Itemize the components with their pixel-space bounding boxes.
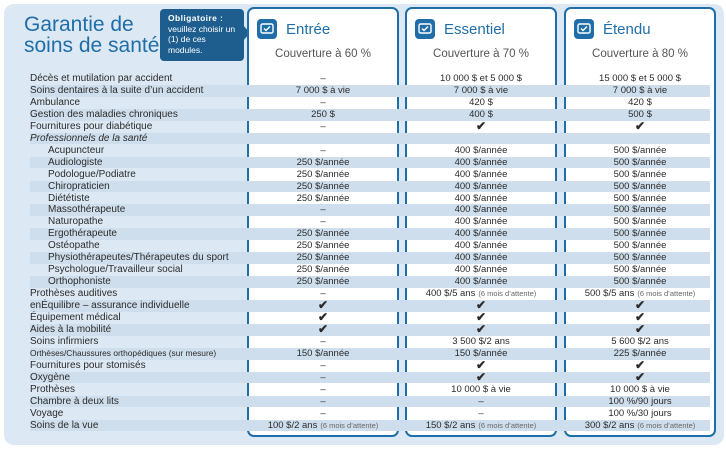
- cell-value: 400 $/année: [454, 168, 508, 180]
- row-label: Diététiste: [48, 192, 90, 204]
- table-row: [30, 384, 710, 396]
- cell-value: 7 000 $ à vie: [612, 84, 668, 96]
- cell-value: 400 $/année: [454, 240, 508, 252]
- cell-value: –: [320, 395, 326, 407]
- cell-value: 400 $/année: [454, 276, 508, 288]
- plan-value-cell: [407, 216, 555, 228]
- checkmark-icon: ✔: [475, 298, 487, 313]
- plan-value-cell: [407, 157, 555, 169]
- page-title: [24, 14, 164, 56]
- row-label: Ergothérapeute: [48, 228, 117, 240]
- row-label: Chiropraticien: [48, 180, 110, 192]
- cell-value: 500 $/année: [613, 168, 667, 180]
- cell-value: –: [320, 288, 326, 300]
- plan-value-cell: [566, 384, 714, 396]
- checkmark-icon: ✔: [475, 118, 487, 133]
- cell-value: 400 $/année: [454, 144, 508, 156]
- cell-value: 250 $/année: [296, 228, 350, 240]
- plan-value-cell: [249, 384, 397, 396]
- plan-header-etendu: [574, 18, 651, 40]
- cell-value: 500 $/année: [613, 204, 667, 216]
- table-row: [30, 276, 710, 288]
- row-label: Soins dentaires à la suite d’un accident: [30, 84, 204, 96]
- cell-value: –: [320, 383, 326, 395]
- plan-name: Essentiel: [444, 20, 505, 38]
- plan-value-cell: [249, 121, 397, 133]
- plan-value-cell: [566, 408, 714, 420]
- row-label: Audiologiste: [48, 156, 103, 168]
- checkmark-icon: ✔: [634, 369, 646, 384]
- table-row: [30, 420, 710, 432]
- checkmark-icon: ✔: [475, 357, 487, 372]
- plan-value-cell: [249, 360, 397, 372]
- cell-value: 5 600 $/2 ans: [611, 335, 669, 347]
- row-label: Orthèses/Chaussures orthopédiques (sur mesure): [30, 347, 217, 358]
- row-label: Acupuncteur: [48, 144, 105, 156]
- cell-value: 500 $/année: [613, 228, 667, 240]
- plan-value-cell: [566, 369, 714, 385]
- table-row: [30, 312, 710, 324]
- cell-value: 250 $/année: [296, 264, 350, 276]
- checkmark-icon: ✔: [317, 310, 329, 324]
- plan-header-entree: [257, 18, 330, 40]
- row-label: Chambre à deux lits: [30, 395, 119, 407]
- table-row: [30, 181, 710, 193]
- table-row: [30, 216, 710, 228]
- row-label: Massothérapeute: [48, 204, 126, 216]
- table-row: [30, 408, 710, 420]
- table-row: [30, 97, 710, 109]
- row-label: Aides à la mobilité: [30, 323, 112, 335]
- plan-value-cell: [566, 276, 714, 288]
- row-label: Orthophoniste: [48, 276, 111, 288]
- waiting-note: (6 mois d’attente): [637, 289, 696, 299]
- plan-value-cell: [249, 321, 397, 337]
- mandatory-body: veuillez choisir un (1) de ces modules.: [168, 23, 236, 55]
- row-label: Soins de la vue: [30, 419, 99, 431]
- cell-value: 500 $/année: [613, 192, 667, 204]
- cell-value: –: [320, 204, 326, 216]
- plan-value-cell: [566, 240, 714, 252]
- cell-value: 500 $/année: [613, 240, 667, 252]
- checkmark-icon: ✔: [634, 298, 646, 313]
- row-label: Prothèses auditives: [30, 288, 118, 300]
- cell-value: –: [320, 371, 326, 383]
- cell-value: 10 000 $ et 5 000 $: [440, 73, 522, 84]
- cell-value: 250 $/année: [296, 180, 350, 192]
- cell-value: 250 $/année: [296, 252, 350, 264]
- plan-value-cell: [566, 252, 714, 264]
- plan-value-cell: [407, 408, 555, 420]
- plan-value-cell: [566, 336, 714, 348]
- plan-value-cell: [249, 336, 397, 348]
- row-label: Podologue/Podiatre: [48, 168, 136, 180]
- plan-value-cell: [566, 216, 714, 228]
- table-row: [30, 321, 710, 336]
- plan-value-cell: [407, 145, 555, 157]
- cell-value: 400 $/année: [454, 204, 508, 216]
- row-label: Fournitures pour stomisés: [30, 359, 146, 371]
- cell-value: –: [320, 73, 326, 84]
- plan-value-cell: [407, 181, 555, 193]
- checkmark-icon: ✔: [634, 118, 646, 133]
- plan-value-cell: [407, 252, 555, 264]
- cell-value: 250 $/année: [296, 168, 350, 180]
- plan-header-essentiel: [415, 18, 505, 40]
- waiting-note: (6 mois d’attente): [478, 289, 537, 299]
- cell-value: 10 000 $ à vie: [451, 383, 511, 395]
- plan-value-cell: [566, 204, 714, 216]
- table-row: [30, 264, 710, 276]
- table-row: [30, 133, 710, 145]
- cell-value: 420 $: [628, 96, 652, 108]
- cell-value: 7 000 $ à vie: [295, 84, 351, 96]
- cell-value: 400 $/année: [454, 180, 508, 192]
- row-label: Gestion des maladies chroniques: [30, 108, 178, 120]
- cell-value: 400 $/5 ans: [425, 288, 476, 300]
- coverage-label: Couverture à 60 %: [275, 48, 371, 60]
- row-label: Ostéopathe: [48, 240, 100, 252]
- plan-value-cell: [249, 216, 397, 228]
- cell-value: 250 $/année: [296, 240, 350, 252]
- table-row: [30, 240, 710, 252]
- plan-value-cell: [407, 240, 555, 252]
- cell-value: 250 $/année: [296, 276, 350, 288]
- row-label: Prothèses: [30, 383, 76, 395]
- cell-value: 250 $/année: [296, 156, 350, 168]
- plan-value-cell: [249, 240, 397, 252]
- table-row: [30, 228, 710, 240]
- plan-value-cell: [249, 264, 397, 276]
- plan-value-cell: [566, 145, 714, 157]
- waiting-note: (6 mois d’attente): [320, 420, 379, 430]
- cell-value: 400 $/année: [454, 228, 508, 240]
- plan-value-cell: [566, 264, 714, 276]
- table-row: [30, 288, 710, 300]
- row-label: enÉquilibre – assurance individuelle: [30, 300, 190, 312]
- plan-name: Entrée: [286, 20, 331, 38]
- coverage-label: Couverture à 80 %: [592, 48, 688, 60]
- plan-value-cell: [566, 193, 714, 205]
- plan-value-cell: [407, 169, 555, 181]
- cell-value: –: [320, 144, 326, 156]
- cell-value: –: [478, 395, 484, 407]
- plan-value-cell: [407, 73, 555, 85]
- cell-value: –: [320, 335, 326, 347]
- plan-value-cell: [249, 157, 397, 169]
- table-row: [30, 157, 710, 169]
- row-label: Fournitures pour diabétique: [30, 120, 153, 132]
- cell-value: –: [320, 120, 326, 132]
- checkmark-icon: ✔: [475, 369, 487, 384]
- cell-value: 500 $/année: [613, 264, 667, 276]
- table-row: [30, 85, 710, 97]
- plan-value-cell: [566, 169, 714, 181]
- checkmark-icon: ✔: [634, 357, 646, 372]
- plan-value-cell: [407, 193, 555, 205]
- cell-value: 100 $/2 ans: [267, 419, 318, 431]
- row-label: Oxygène: [30, 371, 71, 383]
- cell-value: 15 000 $ et 5 000 $: [599, 73, 681, 84]
- row-label: Ambulance: [30, 96, 81, 108]
- plan-value-cell: [566, 85, 714, 97]
- table-row: [30, 145, 710, 157]
- coverage-label: Couverture à 70 %: [433, 48, 529, 60]
- cell-value: 225 $/année: [613, 347, 667, 359]
- cell-value: 150 $/année: [296, 347, 350, 359]
- plan-value-cell: [249, 85, 397, 97]
- row-label: Équipement médical: [30, 312, 121, 323]
- plan-value-cell: [249, 109, 397, 121]
- cell-value: 500 $/année: [613, 276, 667, 288]
- table-row: [30, 369, 710, 384]
- waiting-note: (6 mois d’attente): [478, 420, 537, 430]
- checkmark-icon: ✔: [475, 321, 487, 336]
- plan-value-cell: [407, 336, 555, 348]
- plan-value-cell: [566, 73, 714, 85]
- plan-value-cell: [407, 369, 555, 385]
- plan-card-icon: [257, 19, 277, 39]
- cell-value: 250 $: [311, 108, 335, 120]
- table-row: [30, 300, 710, 312]
- cell-value: 10 000 $ à vie: [610, 383, 670, 395]
- plan-name: Étendu: [603, 20, 651, 38]
- cell-value: 400 $/année: [454, 156, 508, 168]
- cell-value: 500 $/année: [613, 180, 667, 192]
- plan-value-cell: [249, 252, 397, 264]
- table-row: [30, 357, 710, 372]
- plan-value-cell: [407, 384, 555, 396]
- plan-value-cell: [249, 97, 397, 109]
- plan-value-cell: [407, 204, 555, 216]
- cell-value: 500 $/année: [613, 156, 667, 168]
- plan-value-cell: [566, 228, 714, 240]
- plan-value-cell: [407, 97, 555, 109]
- cell-value: –: [320, 359, 326, 371]
- table-row: [30, 204, 710, 216]
- mandatory-head: Obligatoire :: [168, 13, 224, 23]
- cell-value: 420 $: [469, 96, 493, 108]
- plan-card-icon: [415, 19, 435, 39]
- plan-value-cell: [566, 396, 714, 408]
- plan-value-cell: [249, 408, 397, 420]
- plan-value-cell: [566, 420, 714, 432]
- plan-value-cell: [566, 97, 714, 109]
- row-label: Naturopathe: [48, 216, 104, 228]
- plan-value-cell: [407, 264, 555, 276]
- cell-value: 100 %/90 jours: [608, 395, 672, 407]
- checkmark-icon: ✔: [634, 321, 646, 336]
- waiting-note: (6 mois d’attente): [637, 420, 696, 430]
- row-label: Voyage: [30, 407, 64, 419]
- title-line-2: soins de santé: [24, 34, 160, 57]
- cell-value: 150 $/2 ans: [425, 419, 476, 431]
- table-row: [30, 109, 710, 121]
- cell-value: 500 $/5 ans: [584, 288, 635, 300]
- plan-value-cell: [566, 181, 714, 193]
- cell-value: –: [320, 407, 326, 419]
- cell-value: 300 $/2 ans: [584, 419, 635, 431]
- plan-value-cell: [249, 420, 397, 432]
- table-row: [30, 348, 710, 360]
- row-label: Soins infirmiers: [30, 335, 99, 347]
- row-label: Décès et mutilation par accident: [30, 73, 173, 84]
- plan-card-icon: [574, 19, 594, 39]
- plan-value-cell: [407, 118, 555, 134]
- plan-value-cell: [407, 276, 555, 288]
- plan-value-cell: [249, 145, 397, 157]
- cell-value: 100 %/30 jours: [608, 407, 672, 419]
- table-row: [30, 169, 710, 181]
- cell-value: 400 $/année: [454, 192, 508, 204]
- checkmark-icon: ✔: [317, 298, 329, 313]
- plan-value-cell: [249, 204, 397, 216]
- cell-value: –: [320, 216, 326, 228]
- table-row: [30, 193, 710, 205]
- cell-value: 500 $/année: [613, 252, 667, 264]
- checkmark-icon: ✔: [475, 310, 487, 324]
- checkmark-icon: ✔: [634, 310, 646, 324]
- plan-value-cell: [249, 228, 397, 240]
- mandatory-callout: [160, 9, 244, 61]
- plan-value-cell: [249, 193, 397, 205]
- cell-value: 3 500 $/2 ans: [452, 335, 510, 347]
- cell-value: 500 $/année: [613, 144, 667, 156]
- cell-value: 400 $/année: [454, 264, 508, 276]
- cell-value: –: [478, 407, 484, 419]
- cell-value: –: [320, 96, 326, 108]
- cell-value: 250 $/année: [296, 192, 350, 204]
- plan-value-cell: [249, 73, 397, 85]
- plan-value-cell: [407, 420, 555, 432]
- row-label: Professionnels de la santé: [30, 132, 148, 144]
- plan-value-cell: [249, 396, 397, 408]
- table-row: [30, 73, 710, 85]
- plan-value-cell: [407, 228, 555, 240]
- plan-value-cell: [566, 118, 714, 134]
- plan-value-cell: [249, 276, 397, 288]
- table-row: [30, 252, 710, 264]
- row-label: Psychologue/Travailleur social: [48, 264, 183, 276]
- cell-value: 400 $: [469, 108, 493, 120]
- cell-value: 500 $: [628, 108, 652, 120]
- plan-value-cell: [566, 321, 714, 337]
- cell-value: 150 $/année: [454, 347, 508, 359]
- plan-value-cell: [566, 157, 714, 169]
- cell-value: 7 000 $ à vie: [453, 84, 509, 96]
- cell-value: 500 $/année: [613, 216, 667, 228]
- table-row: [30, 396, 710, 408]
- plan-value-cell: [249, 348, 397, 360]
- row-label: Physiothérapeutes/Thérapeutes du sport: [48, 252, 229, 264]
- checkmark-icon: ✔: [317, 321, 329, 336]
- plan-value-cell: [249, 372, 397, 384]
- cell-value: 400 $/année: [454, 216, 508, 228]
- table-row: [30, 336, 710, 348]
- title-line-1: Garantie de: [24, 13, 134, 36]
- table-row: [30, 118, 710, 133]
- plan-value-cell: [407, 85, 555, 97]
- plan-value-cell: [249, 169, 397, 181]
- plan-value-cell: [407, 396, 555, 408]
- cell-value: 400 $/année: [454, 252, 508, 264]
- plan-value-cell: [249, 181, 397, 193]
- plan-value-cell: [407, 321, 555, 337]
